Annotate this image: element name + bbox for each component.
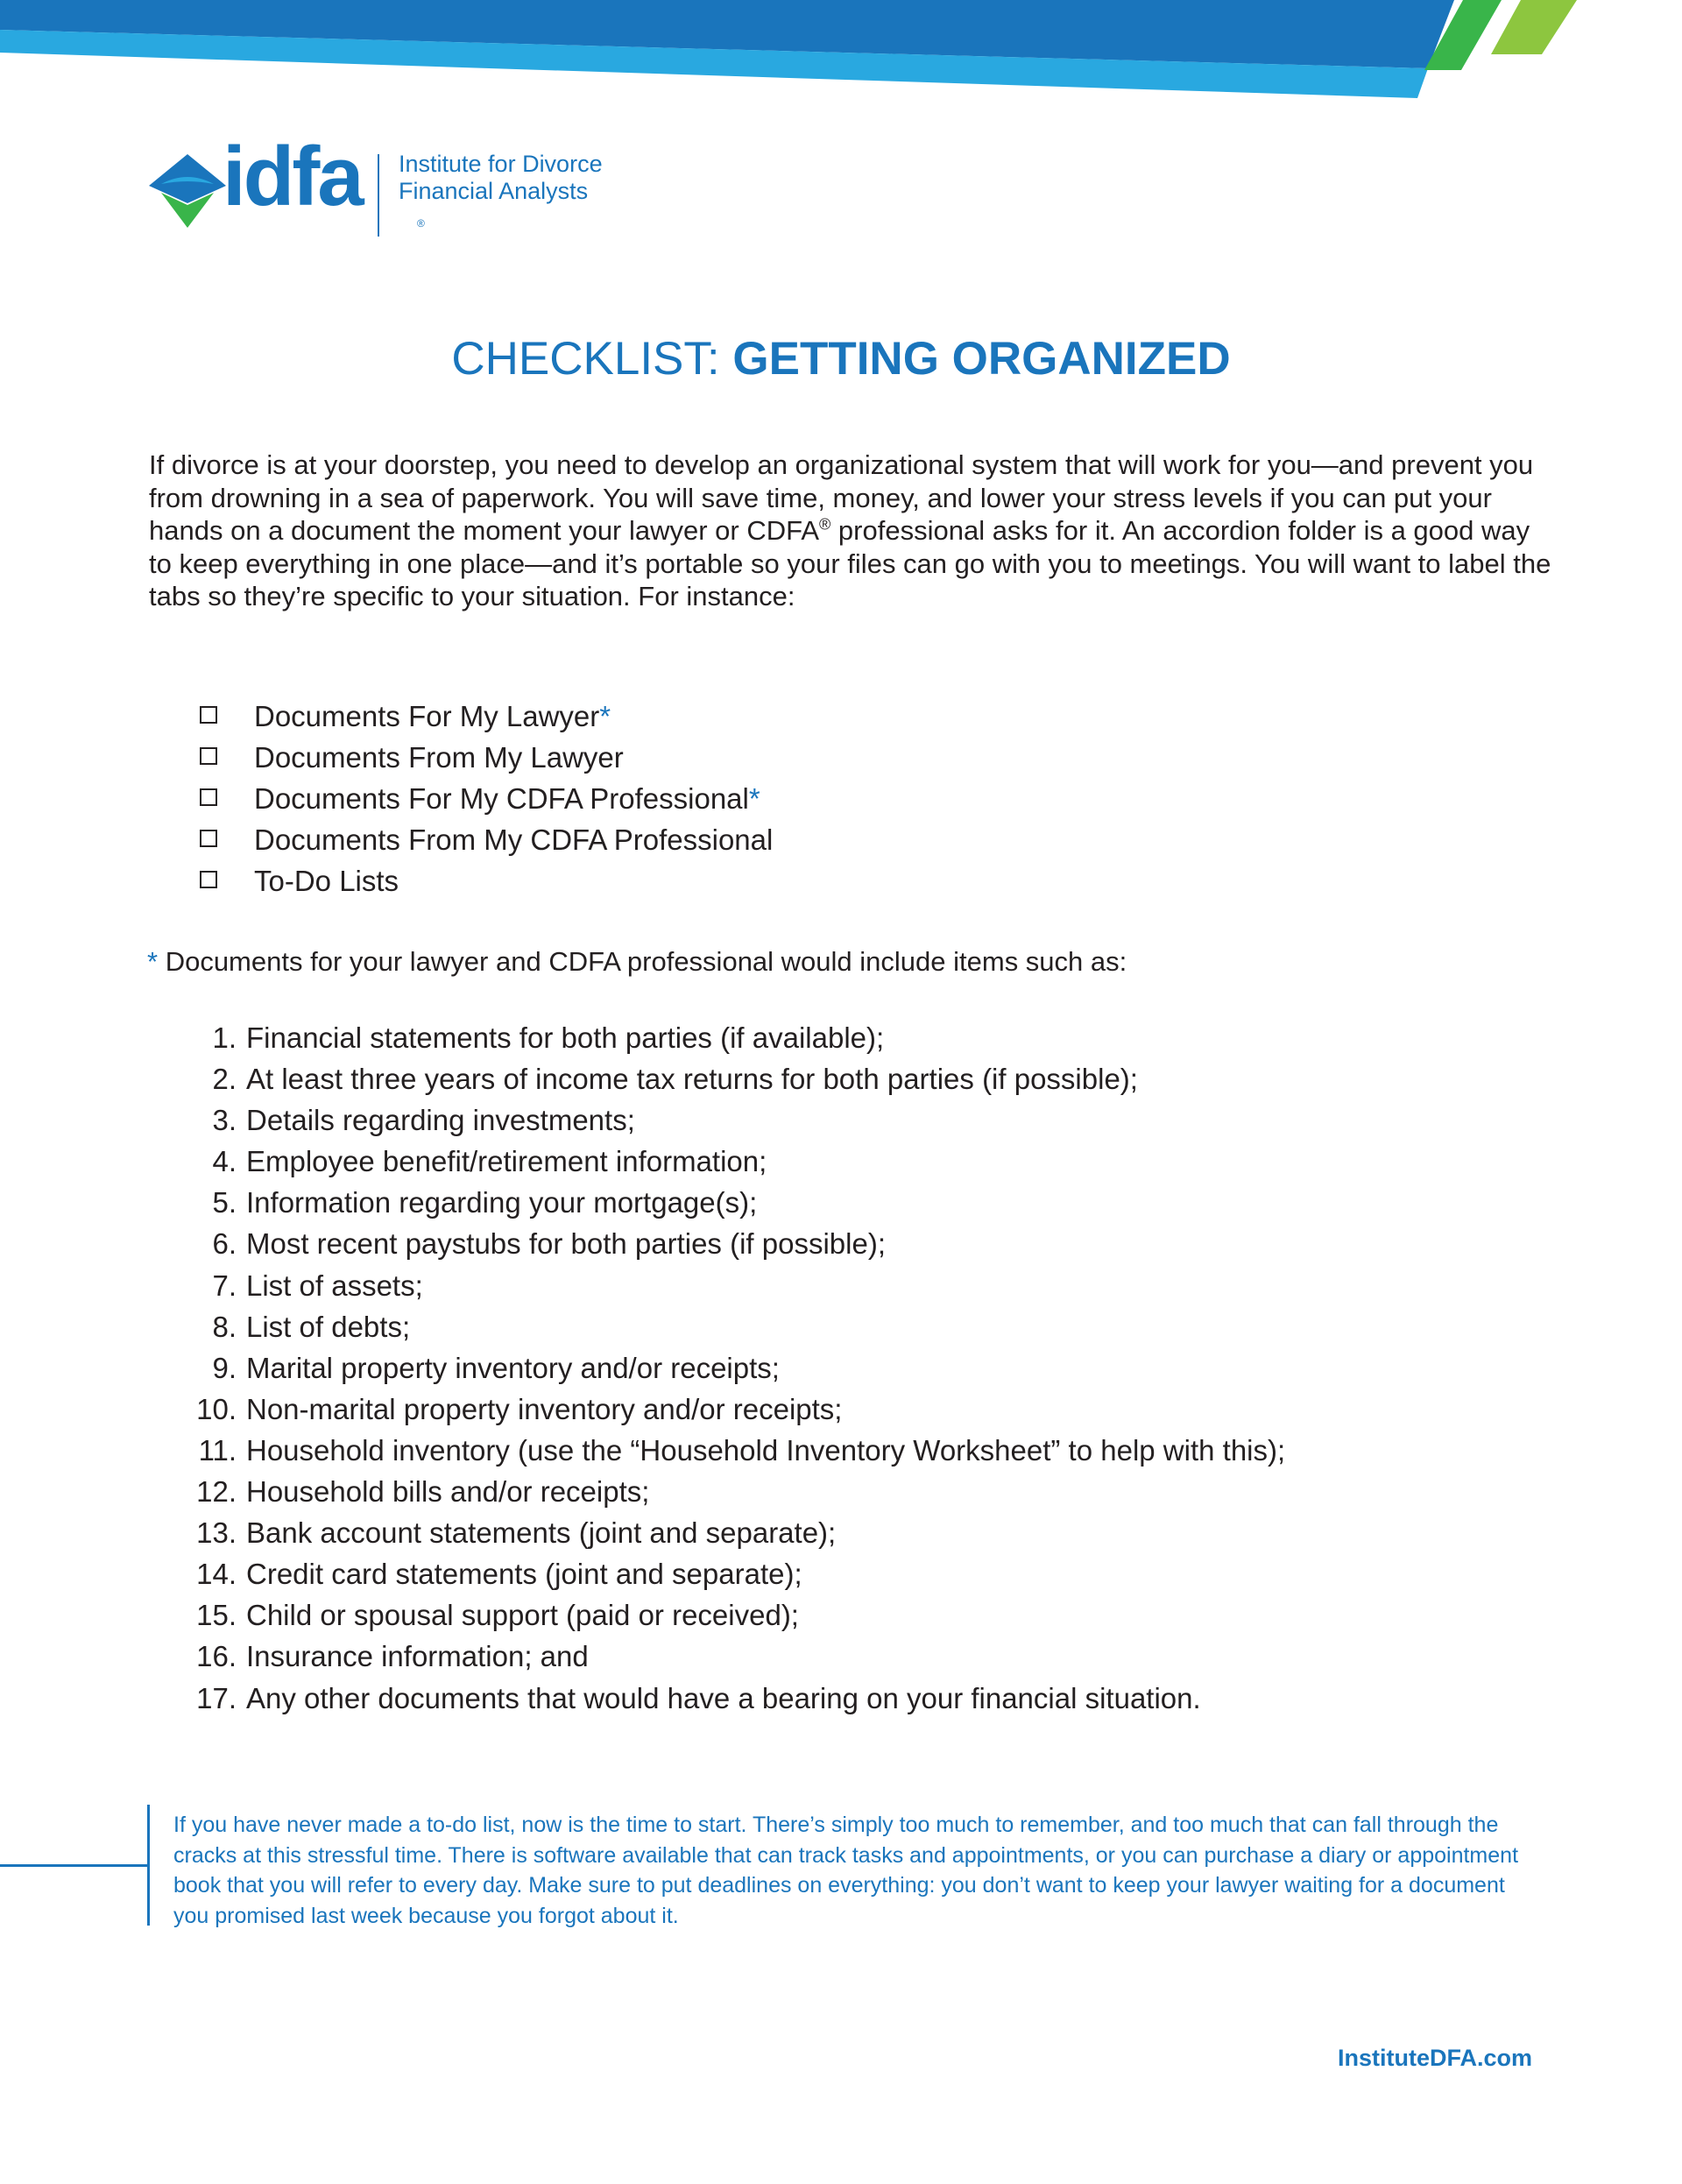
checklist-item-label: Documents For My CDFA Professional <box>254 782 749 815</box>
checklist-item <box>200 778 773 819</box>
list-item-text: Any other documents that would have a bearing on your financial situation. <box>246 1681 1201 1714</box>
checklist-item <box>200 696 773 737</box>
checklist-item <box>200 819 773 860</box>
list-item-text: Financial statements for both parties (if available); <box>246 1021 885 1054</box>
callout-rule-horizontal <box>0 1864 149 1867</box>
intro-text-2: professional asks for it. An accordion folder is a good way to keep everything in one place—and it’s portable so your files can go with you to meetings. You will want to label the tabs so they’re specific to your situation. For instance: <box>149 515 1551 611</box>
intro-paragraph <box>149 449 1559 613</box>
list-number: 3. <box>212 1104 237 1137</box>
checklist-item <box>200 737 773 778</box>
list-item <box>175 1553 1285 1594</box>
list-item <box>175 1678 1285 1719</box>
list-item <box>175 1058 1285 1099</box>
folder-tab-checklist <box>200 696 773 901</box>
banner-stripe-light-green <box>1491 0 1577 54</box>
list-number: 8. <box>212 1310 237 1343</box>
list-item-text: Most recent paystubs for both parties (if possible); <box>246 1227 886 1261</box>
list-number: 6. <box>212 1227 237 1261</box>
todo-list-callout: If you have never made a to-do list, now is the time to start. There’s simply too much to remember, and too much that can fall through the cracks at this stressful time. There is software available that can track tasks and appointments, or you can purchase a diary or appointment book that you will refer to every day. Make sure to put deadlines on everything: you don’t want to keep your lawyer waiting for a document you promised last week because you forgot about it. <box>173 1813 1519 1928</box>
list-item <box>175 1347 1285 1389</box>
list-number: 17. <box>196 1681 237 1714</box>
list-item <box>175 1141 1285 1182</box>
asterisk-mark: * <box>599 700 611 732</box>
checklist-item-label: Documents From My CDFA Professional <box>254 823 774 856</box>
list-number: 14. <box>196 1558 237 1591</box>
intro-text-1: If divorce is at your doorstep, you need to develop an organizational system that will work for you—and prevent you from drowning in a sea of paperwork. You will save time, money, and lower your stress levels if you can put your hands on a document the moment your lawyer or CDFA <box>149 449 1534 546</box>
checkbox[interactable] <box>200 830 217 847</box>
checkbox[interactable] <box>200 747 217 765</box>
logo-tagline: Institute for Divorce Financial Analysts <box>399 151 603 204</box>
list-item-text: Marital property inventory and/or receipts; <box>246 1351 780 1384</box>
logo-divider <box>378 154 379 237</box>
checkbox[interactable] <box>200 706 217 724</box>
checklist-item-label: To-Do Lists <box>254 865 399 897</box>
asterisk-mark: * <box>748 782 760 815</box>
page-title <box>0 331 1682 387</box>
header-banner <box>0 0 1682 105</box>
note-text: Documents for your lawyer and CDFA professional would include items such as: <box>158 946 1127 977</box>
idfa-logo <box>145 130 603 252</box>
list-item <box>175 1182 1285 1223</box>
list-number: 12. <box>196 1475 237 1509</box>
list-item-text: At least three years of income tax returns for both parties (if possible); <box>246 1063 1138 1096</box>
title-main: GETTING ORGANIZED <box>732 333 1231 385</box>
list-item-text: Employee benefit/retirement information; <box>246 1145 767 1178</box>
list-item-text: Non-marital property inventory and/or receipts; <box>246 1392 843 1425</box>
list-item <box>175 1512 1285 1553</box>
list-item <box>175 1223 1285 1264</box>
list-number: 5. <box>212 1186 237 1219</box>
list-item-text: Child or spousal support (paid or received); <box>246 1599 799 1632</box>
list-number: 10. <box>196 1392 237 1425</box>
list-item-text: Information regarding your mortgage(s); <box>246 1186 758 1219</box>
list-item-text: List of assets; <box>246 1269 423 1302</box>
checklist-item-label: Documents From My Lawyer <box>254 741 624 774</box>
asterisk-mark: * <box>147 946 159 977</box>
list-number: 2. <box>212 1063 237 1096</box>
documents-list <box>175 1017 1285 1719</box>
checkbox[interactable] <box>200 871 217 888</box>
callout-rule-vertical <box>147 1805 150 1926</box>
list-item-text: Details regarding investments; <box>246 1104 635 1137</box>
list-item <box>175 1389 1285 1430</box>
list-item-text: Household inventory (use the “Household Inventory Worksheet” to help with this); <box>246 1433 1286 1467</box>
registered-mark: ® <box>819 515 831 534</box>
footer-website-link[interactable]: InstituteDFA.com <box>1337 2045 1532 2071</box>
list-item-text: Household bills and/or receipts; <box>246 1475 650 1509</box>
title-prefix: CHECKLIST: <box>451 333 720 385</box>
list-number: 4. <box>212 1145 237 1178</box>
list-number: 13. <box>196 1516 237 1550</box>
list-item-text: Credit card statements (joint and separate); <box>246 1558 802 1591</box>
list-item <box>175 1017 1285 1058</box>
list-item <box>175 1265 1285 1306</box>
list-number: 11. <box>198 1433 237 1467</box>
logo-wordmark: idfa <box>223 130 362 223</box>
list-number: 9. <box>212 1351 237 1384</box>
list-item <box>175 1594 1285 1636</box>
list-item <box>175 1430 1285 1471</box>
logo-diamond-icon <box>145 149 230 233</box>
list-item <box>175 1636 1285 1677</box>
checkbox[interactable] <box>200 788 217 806</box>
list-number: 16. <box>196 1640 237 1673</box>
list-number: 1. <box>212 1021 237 1054</box>
list-item-text: Insurance information; and <box>246 1640 589 1673</box>
list-number: 15. <box>196 1599 237 1632</box>
checklist-item <box>200 860 773 901</box>
list-item <box>175 1471 1285 1512</box>
list-number: 7. <box>212 1269 237 1302</box>
list-item <box>175 1099 1285 1141</box>
list-item <box>175 1306 1285 1347</box>
list-item-text: Bank account statements (joint and separate); <box>246 1516 837 1550</box>
logo-registered-mark: ® <box>417 217 425 230</box>
list-item-text: List of debts; <box>246 1310 411 1343</box>
asterisk-note <box>147 941 1127 983</box>
checklist-item-label: Documents For My Lawyer <box>254 700 600 732</box>
